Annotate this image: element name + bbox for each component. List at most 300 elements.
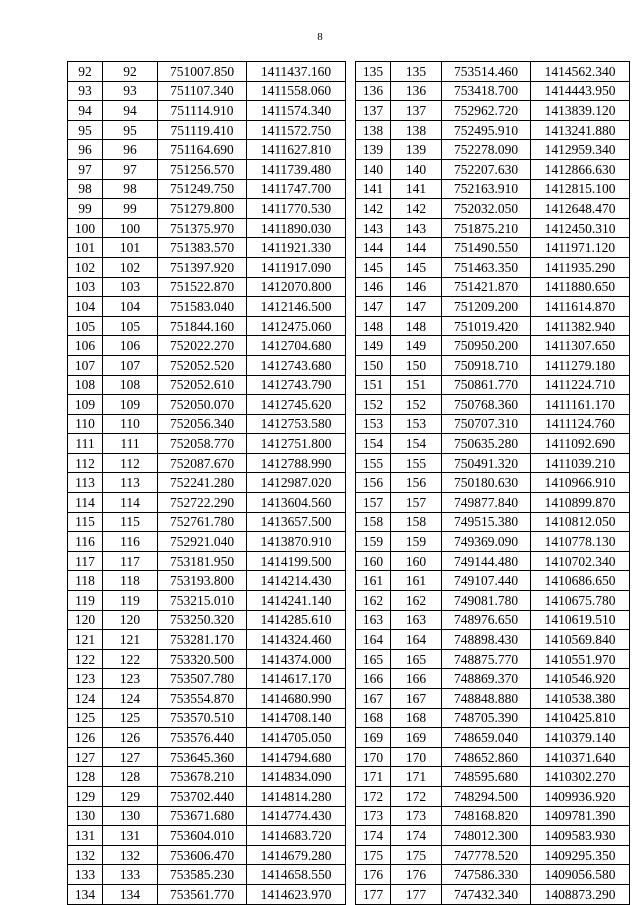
table-row: [68, 630, 346, 650]
point-number-cell: 170: [356, 747, 391, 767]
y-coordinate-cell: 1411382.940: [531, 316, 630, 336]
table-row: [68, 649, 346, 669]
point-number-cell: 158: [356, 512, 391, 532]
table-row: [68, 786, 346, 806]
table-row: [68, 395, 346, 415]
table-row: [356, 453, 630, 473]
x-coordinate-cell: 753281.170: [158, 630, 247, 650]
point-id-cell: 94: [103, 101, 158, 121]
point-number-cell: 153: [356, 414, 391, 434]
y-coordinate-cell: 1411890.030: [247, 218, 346, 238]
x-coordinate-cell: 753193.800: [158, 571, 247, 591]
point-number-cell: 142: [356, 199, 391, 219]
y-coordinate-cell: 1410551.970: [531, 649, 630, 669]
table-row: [68, 669, 346, 689]
table-row: [356, 747, 630, 767]
point-number-cell: 152: [356, 395, 391, 415]
table-row: [356, 159, 630, 179]
table-row: [356, 355, 630, 375]
y-coordinate-cell: 1413839.120: [531, 101, 630, 121]
x-coordinate-cell: 752761.780: [158, 512, 247, 532]
x-coordinate-cell: 753604.010: [158, 826, 247, 846]
point-number-cell: 113: [68, 473, 103, 493]
point-number-cell: 122: [68, 649, 103, 669]
table-row: [356, 336, 630, 356]
x-coordinate-cell: 748848.880: [442, 689, 531, 709]
table-row: [356, 610, 630, 630]
table-row: [68, 512, 346, 532]
point-number-cell: 124: [68, 689, 103, 709]
table-row: [356, 375, 630, 395]
y-coordinate-cell: 1414617.170: [247, 669, 346, 689]
point-id-cell: 140: [391, 159, 442, 179]
table-row: [356, 493, 630, 513]
point-id-cell: 125: [103, 708, 158, 728]
x-coordinate-cell: 750950.200: [442, 336, 531, 356]
table-row: [68, 610, 346, 630]
point-id-cell: 96: [103, 140, 158, 160]
x-coordinate-cell: 747778.520: [442, 845, 531, 865]
y-coordinate-cell: 1414834.090: [247, 767, 346, 787]
table-row: [68, 199, 346, 219]
table-row: [356, 826, 630, 846]
point-number-cell: 154: [356, 434, 391, 454]
x-coordinate-cell: 752921.040: [158, 532, 247, 552]
y-coordinate-cell: 1413604.560: [247, 493, 346, 513]
x-coordinate-cell: 749369.090: [442, 532, 531, 552]
table-row: [356, 708, 630, 728]
point-number-cell: 107: [68, 355, 103, 375]
y-coordinate-cell: 1412959.340: [531, 140, 630, 160]
x-coordinate-cell: 752058.770: [158, 434, 247, 454]
point-number-cell: 109: [68, 395, 103, 415]
table-row: [356, 571, 630, 591]
x-coordinate-cell: 749081.780: [442, 591, 531, 611]
point-number-cell: 117: [68, 551, 103, 571]
y-coordinate-cell: 1414683.720: [247, 826, 346, 846]
point-number-cell: 114: [68, 493, 103, 513]
y-coordinate-cell: 1413657.500: [247, 512, 346, 532]
point-number-cell: 111: [68, 434, 103, 454]
point-id-cell: 147: [391, 297, 442, 317]
point-number-cell: 147: [356, 297, 391, 317]
point-number-cell: 128: [68, 767, 103, 787]
y-coordinate-cell: 1410425.810: [531, 708, 630, 728]
point-id-cell: 153: [391, 414, 442, 434]
x-coordinate-cell: 752962.720: [442, 101, 531, 121]
point-id-cell: 143: [391, 218, 442, 238]
point-id-cell: 165: [391, 649, 442, 669]
y-coordinate-cell: 1409781.390: [531, 806, 630, 826]
point-id-cell: 157: [391, 493, 442, 513]
x-coordinate-cell: 747586.330: [442, 865, 531, 885]
table-row: [68, 571, 346, 591]
point-id-cell: 118: [103, 571, 158, 591]
x-coordinate-cell: 752052.520: [158, 355, 247, 375]
y-coordinate-cell: 1414705.050: [247, 728, 346, 748]
table-row: [68, 747, 346, 767]
y-coordinate-cell: 1413870.910: [247, 532, 346, 552]
point-id-cell: 102: [103, 257, 158, 277]
point-id-cell: 103: [103, 277, 158, 297]
point-id-cell: 156: [391, 473, 442, 493]
table-row: [356, 238, 630, 258]
y-coordinate-cell: 1411770.530: [247, 199, 346, 219]
y-coordinate-cell: 1414794.680: [247, 747, 346, 767]
table-row: [68, 238, 346, 258]
table-row: [68, 532, 346, 552]
x-coordinate-cell: 751875.210: [442, 218, 531, 238]
point-id-cell: 119: [103, 591, 158, 611]
y-coordinate-cell: 1412450.310: [531, 218, 630, 238]
table-row: [356, 767, 630, 787]
x-coordinate-cell: 752278.090: [442, 140, 531, 160]
x-coordinate-cell: 751375.970: [158, 218, 247, 238]
table-row: [68, 551, 346, 571]
point-number-cell: 144: [356, 238, 391, 258]
y-coordinate-cell: 1414658.550: [247, 865, 346, 885]
point-id-cell: 116: [103, 532, 158, 552]
table-row: [356, 865, 630, 885]
x-coordinate-cell: 751119.410: [158, 120, 247, 140]
point-id-cell: 155: [391, 453, 442, 473]
point-id-cell: 113: [103, 473, 158, 493]
table-row: [68, 355, 346, 375]
point-id-cell: 123: [103, 669, 158, 689]
y-coordinate-cell: 1411039.210: [531, 453, 630, 473]
table-row: [68, 826, 346, 846]
x-coordinate-cell: 748652.860: [442, 747, 531, 767]
point-number-cell: 126: [68, 728, 103, 748]
y-coordinate-cell: 1414623.970: [247, 884, 346, 904]
point-id-cell: 120: [103, 610, 158, 630]
x-coordinate-cell: 748976.650: [442, 610, 531, 630]
point-number-cell: 102: [68, 257, 103, 277]
x-coordinate-cell: 751279.800: [158, 199, 247, 219]
table-row: [68, 845, 346, 865]
point-number-cell: 159: [356, 532, 391, 552]
x-coordinate-cell: 748705.390: [442, 708, 531, 728]
point-id-cell: 108: [103, 375, 158, 395]
x-coordinate-cell: 753418.700: [442, 81, 531, 101]
x-coordinate-cell: 751007.850: [158, 62, 247, 82]
x-coordinate-cell: 753320.500: [158, 649, 247, 669]
x-coordinate-cell: 753585.230: [158, 865, 247, 885]
table-row: [68, 689, 346, 709]
point-number-cell: 98: [68, 179, 103, 199]
point-id-cell: 117: [103, 551, 158, 571]
table-row: [356, 786, 630, 806]
table-row: [68, 728, 346, 748]
table-row: [356, 434, 630, 454]
point-number-cell: 140: [356, 159, 391, 179]
point-id-cell: 121: [103, 630, 158, 650]
point-number-cell: 160: [356, 551, 391, 571]
y-coordinate-cell: 1409295.350: [531, 845, 630, 865]
y-coordinate-cell: 1412146.500: [247, 297, 346, 317]
y-coordinate-cell: 1414374.000: [247, 649, 346, 669]
x-coordinate-cell: 753250.320: [158, 610, 247, 630]
x-coordinate-cell: 753514.460: [442, 62, 531, 82]
y-coordinate-cell: 1412788.990: [247, 453, 346, 473]
point-number-cell: 131: [68, 826, 103, 846]
table-row: [356, 120, 630, 140]
y-coordinate-cell: 1410302.270: [531, 767, 630, 787]
point-id-cell: 99: [103, 199, 158, 219]
y-coordinate-cell: 1412648.470: [531, 199, 630, 219]
point-number-cell: 171: [356, 767, 391, 787]
point-id-cell: 105: [103, 316, 158, 336]
table-row: [356, 81, 630, 101]
y-coordinate-cell: 1410899.870: [531, 493, 630, 513]
x-coordinate-cell: 748875.770: [442, 649, 531, 669]
y-coordinate-cell: 1414324.460: [247, 630, 346, 650]
x-coordinate-cell: 751397.920: [158, 257, 247, 277]
x-coordinate-cell: 753507.780: [158, 669, 247, 689]
point-number-cell: 175: [356, 845, 391, 865]
point-id-cell: 139: [391, 140, 442, 160]
x-coordinate-cell: 751164.690: [158, 140, 247, 160]
table-row: [68, 493, 346, 513]
x-coordinate-cell: 751383.570: [158, 238, 247, 258]
y-coordinate-cell: 1411935.290: [531, 257, 630, 277]
x-coordinate-cell: 748898.430: [442, 630, 531, 650]
y-coordinate-cell: 1411880.650: [531, 277, 630, 297]
table-row: [68, 375, 346, 395]
table-row: [356, 257, 630, 277]
x-coordinate-cell: 749107.440: [442, 571, 531, 591]
point-id-cell: 112: [103, 453, 158, 473]
x-coordinate-cell: 752495.910: [442, 120, 531, 140]
y-coordinate-cell: 1410812.050: [531, 512, 630, 532]
y-coordinate-cell: 1412070.800: [247, 277, 346, 297]
point-id-cell: 131: [103, 826, 158, 846]
x-coordinate-cell: 749877.840: [442, 493, 531, 513]
point-number-cell: 95: [68, 120, 103, 140]
y-coordinate-cell: 1412866.630: [531, 159, 630, 179]
coordinate-table-left: [67, 61, 346, 905]
y-coordinate-cell: 1411558.060: [247, 81, 346, 101]
point-number-cell: 121: [68, 630, 103, 650]
point-id-cell: 146: [391, 277, 442, 297]
point-number-cell: 112: [68, 453, 103, 473]
point-id-cell: 138: [391, 120, 442, 140]
point-number-cell: 165: [356, 649, 391, 669]
point-number-cell: 123: [68, 669, 103, 689]
point-id-cell: 176: [391, 865, 442, 885]
x-coordinate-cell: 750491.320: [442, 453, 531, 473]
point-number-cell: 174: [356, 826, 391, 846]
point-number-cell: 139: [356, 140, 391, 160]
table-row: [68, 159, 346, 179]
x-coordinate-cell: 753671.680: [158, 806, 247, 826]
point-id-cell: 97: [103, 159, 158, 179]
point-number-cell: 163: [356, 610, 391, 630]
table-row: [68, 297, 346, 317]
x-coordinate-cell: 753181.950: [158, 551, 247, 571]
point-number-cell: 135: [356, 62, 391, 82]
x-coordinate-cell: 752022.270: [158, 336, 247, 356]
point-id-cell: 174: [391, 826, 442, 846]
point-number-cell: 172: [356, 786, 391, 806]
point-id-cell: 164: [391, 630, 442, 650]
x-coordinate-cell: 752050.070: [158, 395, 247, 415]
table-row: [356, 414, 630, 434]
y-coordinate-cell: 1411971.120: [531, 238, 630, 258]
table-row: [68, 767, 346, 787]
point-id-cell: 162: [391, 591, 442, 611]
x-coordinate-cell: 752241.280: [158, 473, 247, 493]
point-id-cell: 124: [103, 689, 158, 709]
table-row: [356, 532, 630, 552]
point-number-cell: 101: [68, 238, 103, 258]
y-coordinate-cell: 1412704.680: [247, 336, 346, 356]
point-number-cell: 146: [356, 277, 391, 297]
y-coordinate-cell: 1411279.180: [531, 355, 630, 375]
table-row: [68, 218, 346, 238]
page-number: 8: [317, 31, 323, 43]
table-row: [68, 257, 346, 277]
table-row: [68, 140, 346, 160]
x-coordinate-cell: 751209.200: [442, 297, 531, 317]
table-row: [68, 414, 346, 434]
y-coordinate-cell: 1412745.620: [247, 395, 346, 415]
x-coordinate-cell: 751490.550: [442, 238, 531, 258]
point-id-cell: 106: [103, 336, 158, 356]
x-coordinate-cell: 752722.290: [158, 493, 247, 513]
y-coordinate-cell: 1411092.690: [531, 434, 630, 454]
point-id-cell: 107: [103, 355, 158, 375]
point-number-cell: 96: [68, 140, 103, 160]
point-id-cell: 150: [391, 355, 442, 375]
x-coordinate-cell: 750180.630: [442, 473, 531, 493]
y-coordinate-cell: 1410569.840: [531, 630, 630, 650]
point-id-cell: 163: [391, 610, 442, 630]
point-number-cell: 106: [68, 336, 103, 356]
point-number-cell: 115: [68, 512, 103, 532]
table-row: [356, 395, 630, 415]
table-row: [356, 551, 630, 571]
point-number-cell: 132: [68, 845, 103, 865]
point-id-cell: 115: [103, 512, 158, 532]
table-row: [356, 806, 630, 826]
table-row: [356, 218, 630, 238]
x-coordinate-cell: 752207.630: [442, 159, 531, 179]
y-coordinate-cell: 1412987.020: [247, 473, 346, 493]
y-coordinate-cell: 1414708.140: [247, 708, 346, 728]
y-coordinate-cell: 1412743.790: [247, 375, 346, 395]
point-id-cell: 148: [391, 316, 442, 336]
point-id-cell: 109: [103, 395, 158, 415]
x-coordinate-cell: 753561.770: [158, 884, 247, 904]
y-coordinate-cell: 1411921.330: [247, 238, 346, 258]
point-number-cell: 143: [356, 218, 391, 238]
x-coordinate-cell: 753576.440: [158, 728, 247, 748]
point-id-cell: 98: [103, 179, 158, 199]
point-number-cell: 155: [356, 453, 391, 473]
point-number-cell: 125: [68, 708, 103, 728]
point-number-cell: 173: [356, 806, 391, 826]
y-coordinate-cell: 1414774.430: [247, 806, 346, 826]
x-coordinate-cell: 751114.910: [158, 101, 247, 121]
table-row: [356, 689, 630, 709]
x-coordinate-cell: 753215.010: [158, 591, 247, 611]
y-coordinate-cell: 1411437.160: [247, 62, 346, 82]
point-number-cell: 157: [356, 493, 391, 513]
point-id-cell: 101: [103, 238, 158, 258]
y-coordinate-cell: 1411224.710: [531, 375, 630, 395]
point-id-cell: 92: [103, 62, 158, 82]
point-number-cell: 138: [356, 120, 391, 140]
table-row: [356, 199, 630, 219]
point-id-cell: 122: [103, 649, 158, 669]
table-row: [68, 708, 346, 728]
point-id-cell: 171: [391, 767, 442, 787]
point-number-cell: 92: [68, 62, 103, 82]
y-coordinate-cell: 1410675.780: [531, 591, 630, 611]
table-row: [356, 845, 630, 865]
point-number-cell: 105: [68, 316, 103, 336]
x-coordinate-cell: 751421.870: [442, 277, 531, 297]
point-number-cell: 97: [68, 159, 103, 179]
point-id-cell: 132: [103, 845, 158, 865]
x-coordinate-cell: 749515.380: [442, 512, 531, 532]
x-coordinate-cell: 753645.360: [158, 747, 247, 767]
x-coordinate-cell: 751522.870: [158, 277, 247, 297]
x-coordinate-cell: 748012.300: [442, 826, 531, 846]
point-number-cell: 116: [68, 532, 103, 552]
point-id-cell: 154: [391, 434, 442, 454]
x-coordinate-cell: 753678.210: [158, 767, 247, 787]
point-number-cell: 130: [68, 806, 103, 826]
x-coordinate-cell: 751249.750: [158, 179, 247, 199]
x-coordinate-cell: 751463.350: [442, 257, 531, 277]
point-number-cell: 176: [356, 865, 391, 885]
point-id-cell: 137: [391, 101, 442, 121]
point-number-cell: 169: [356, 728, 391, 748]
y-coordinate-cell: 1414679.280: [247, 845, 346, 865]
point-number-cell: 104: [68, 297, 103, 317]
y-coordinate-cell: 1409056.580: [531, 865, 630, 885]
table-row: [356, 884, 630, 904]
y-coordinate-cell: 1412475.060: [247, 316, 346, 336]
x-coordinate-cell: 748659.040: [442, 728, 531, 748]
table-row: [356, 297, 630, 317]
y-coordinate-cell: 1410778.130: [531, 532, 630, 552]
table-row: [356, 591, 630, 611]
x-coordinate-cell: 751844.160: [158, 316, 247, 336]
table-row: [68, 101, 346, 121]
x-coordinate-cell: 750635.280: [442, 434, 531, 454]
point-number-cell: 167: [356, 689, 391, 709]
table-row: [68, 884, 346, 904]
point-number-cell: 103: [68, 277, 103, 297]
table-row: [356, 316, 630, 336]
y-coordinate-cell: 1410619.510: [531, 610, 630, 630]
y-coordinate-cell: 1411614.870: [531, 297, 630, 317]
point-id-cell: 160: [391, 551, 442, 571]
table-row: [356, 62, 630, 82]
point-number-cell: 120: [68, 610, 103, 630]
point-id-cell: 149: [391, 336, 442, 356]
point-number-cell: 149: [356, 336, 391, 356]
x-coordinate-cell: 752032.050: [442, 199, 531, 219]
table-row: [68, 179, 346, 199]
point-id-cell: 152: [391, 395, 442, 415]
y-coordinate-cell: 1411572.750: [247, 120, 346, 140]
y-coordinate-cell: 1409583.930: [531, 826, 630, 846]
point-id-cell: 172: [391, 786, 442, 806]
